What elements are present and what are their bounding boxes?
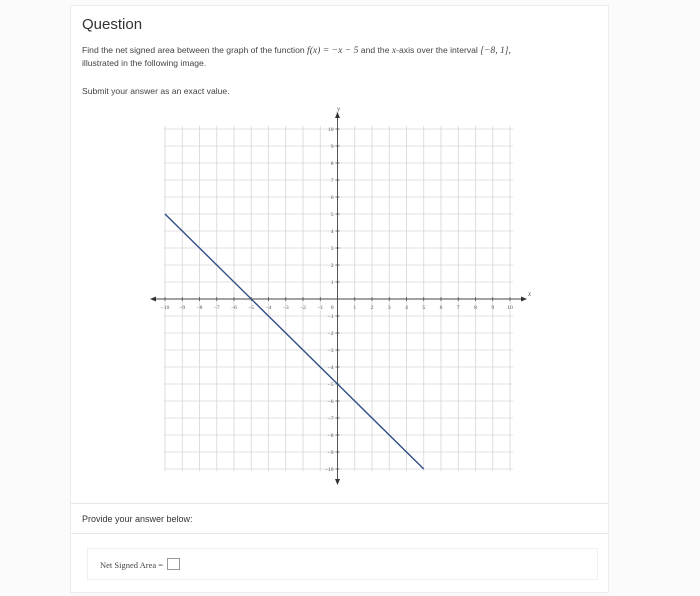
prompt-suffix: illustrated in the following image.: [82, 58, 207, 68]
y-tick-label: −10: [324, 467, 334, 473]
function-graph: [71, 6, 608, 496]
y-tick-label: −1: [327, 314, 334, 320]
axes-layer: [150, 105, 532, 485]
y-tick-label: 9: [330, 144, 334, 150]
x-axis-arrow-right: [521, 297, 527, 302]
x-tick-label: 6: [439, 305, 443, 311]
y-tick-label: −2: [327, 331, 334, 337]
y-tick-label: −3: [327, 348, 334, 354]
prompt-prefix: Find the net signed area between the graph of the function: [82, 45, 308, 55]
prompt-mid2: -axis over the interval: [396, 45, 481, 55]
y-tick-label: −4: [327, 365, 334, 371]
provide-answer-label: Provide your answer below:: [82, 514, 193, 524]
function-expression: f(x) = −x − 5: [307, 45, 359, 56]
answer-container: [87, 548, 598, 580]
y-tick-label: 7: [330, 178, 334, 184]
function-line: [165, 214, 424, 469]
x-tick-label: 8: [474, 305, 477, 311]
net-signed-area-input[interactable]: [167, 558, 180, 570]
divider-top: [71, 503, 608, 504]
y-tick-label: 6: [330, 195, 334, 201]
x-axis-label: x: [528, 290, 532, 298]
prompt-mid: and the: [358, 45, 392, 55]
y-tick-label: −5: [327, 382, 334, 388]
y-tick-label: −6: [327, 399, 334, 405]
divider-bottom: [71, 533, 608, 534]
x-tick-label: 2: [370, 305, 374, 311]
y-tick-label: 2: [330, 263, 334, 269]
y-tick-label: 10: [327, 127, 334, 133]
y-tick-label: −7: [327, 416, 334, 422]
y-tick-label: −9: [327, 450, 334, 456]
series-layer: [165, 214, 424, 469]
y-tick-label: 3: [330, 246, 334, 252]
x-tick-label: −10: [160, 305, 170, 311]
x-tick-label: 3: [387, 305, 391, 311]
ticks-layer: [161, 127, 513, 473]
x-tick-label: −2: [300, 305, 306, 311]
x-tick-label: −1: [317, 305, 324, 311]
x-tick-label: −6: [231, 305, 237, 311]
x-tick-label: 5: [422, 305, 426, 311]
y-tick-label: 1: [330, 280, 334, 286]
y-axis-arrow-down: [335, 479, 340, 485]
x-tick-label: 4: [405, 305, 408, 311]
x-tick-label: −9: [179, 305, 186, 311]
axis-variable: x: [391, 45, 397, 56]
interval-expression: [−8, 1],: [480, 45, 511, 56]
net-signed-area-label: Net Signed Area =: [100, 560, 164, 570]
x-tick-label: −3: [282, 305, 289, 311]
x-tick-label: −5: [248, 305, 255, 311]
question-title: Question: [82, 16, 143, 33]
y-axis-label: y: [336, 105, 341, 113]
origin-label: 0: [330, 305, 334, 311]
x-tick-label: 1: [353, 305, 357, 311]
x-tick-label: 10: [507, 305, 513, 311]
x-tick-label: −4: [265, 305, 272, 311]
x-tick-label: −7: [213, 305, 220, 311]
y-tick-label: 8: [330, 161, 334, 167]
x-axis-arrow-left: [150, 297, 156, 302]
x-tick-label: −8: [196, 305, 203, 311]
submit-note: Submit your answer as an exact value.: [82, 86, 230, 96]
grid-layer: [164, 126, 513, 471]
y-tick-label: 5: [330, 212, 334, 218]
y-tick-label: −8: [327, 433, 334, 439]
y-tick-label: 4: [330, 229, 334, 235]
x-tick-label: 7: [456, 305, 460, 311]
question-card: [70, 5, 609, 593]
x-tick-label: 9: [491, 305, 495, 311]
